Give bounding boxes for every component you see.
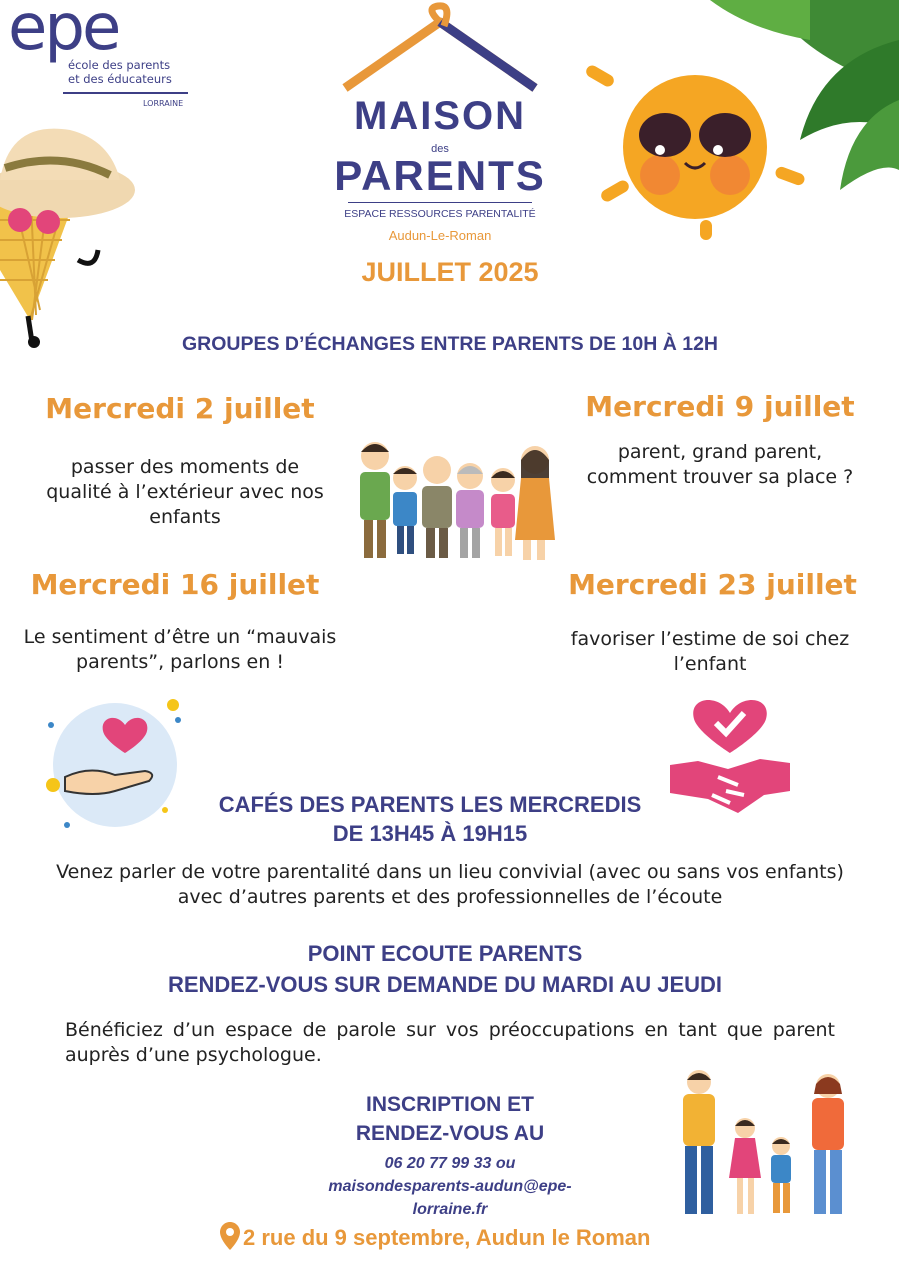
session-day: Mercredi 2 juillet bbox=[45, 392, 315, 425]
address bbox=[220, 1222, 740, 1256]
session-day: Mercredi 9 juillet bbox=[585, 390, 855, 423]
contact-email-line1[interactable]: maisondesparents-audun@epe- bbox=[328, 1178, 572, 1195]
contact-phone[interactable]: 06 20 77 99 33 ou bbox=[384, 1155, 516, 1172]
point-ecoute-title-line2: RENDEZ-VOUS SUR DEMANDE DU MARDI AU JEUDI bbox=[167, 972, 723, 997]
cafe-title-line2: DE 13H45 À 19H15 bbox=[332, 821, 528, 846]
contact-block bbox=[280, 1152, 620, 1221]
house-roof-icon bbox=[340, 0, 540, 95]
month-title: JUILLET 2025 bbox=[361, 257, 539, 287]
epe-logo-line1: école des parents bbox=[68, 58, 171, 72]
epe-logo-mark: epe bbox=[8, 0, 119, 65]
point-ecoute-text: Bénéficiez d’un espace de parole sur vos préoccupations en tant que parent auprès d’une psychologue. bbox=[65, 1019, 835, 1066]
session-day: Mercredi 23 juillet bbox=[568, 568, 857, 601]
maison-town: Audun-Le-Roman bbox=[388, 228, 492, 243]
palm-leaf-icon bbox=[650, 0, 899, 190]
maison-rule bbox=[348, 202, 532, 203]
cafe-title bbox=[180, 790, 680, 848]
contact-email-line2[interactable]: lorraine.fr bbox=[412, 1201, 488, 1218]
maison-logo bbox=[330, 0, 550, 250]
inscription-title bbox=[300, 1090, 600, 1148]
location-pin-icon bbox=[220, 1222, 240, 1256]
address-text: 2 rue du 9 septembre, Audun le Roman bbox=[243, 1224, 651, 1250]
inscription-line2: RENDEZ-VOUS AU bbox=[355, 1122, 545, 1145]
session-topic: favoriser l’estime de soi chez l’enfant bbox=[570, 628, 850, 675]
inscription-line1: INSCRIPTION ET bbox=[365, 1093, 534, 1116]
epe-logo-rule bbox=[63, 92, 188, 94]
epe-logo-line2: et des éducateurs bbox=[68, 72, 172, 86]
cafe-title-line1: CAFÉS DES PARENTS LES MERCREDIS bbox=[218, 792, 642, 817]
session-topic: passer des moments de qualité à l’extérieur avec nos enfants bbox=[46, 456, 324, 528]
point-ecoute-title bbox=[120, 938, 770, 1000]
session-topic: parent, grand parent, comment trouver sa place ? bbox=[586, 441, 854, 488]
point-ecoute-title-line1: POINT ECOUTE PARENTS bbox=[307, 941, 583, 966]
maison-des: des bbox=[431, 143, 449, 155]
maison-parents-word: PARENTS bbox=[334, 152, 546, 199]
family-walking-icon bbox=[665, 1068, 855, 1220]
session-topic: Le sentiment d’être un “mauvais parents”, parlons en ! bbox=[23, 626, 337, 673]
groups-title: GROUPES D’ÉCHANGES ENTRE PARENTS DE 10H À 12H bbox=[182, 333, 718, 355]
ice-cream-icon bbox=[0, 120, 140, 350]
family-icon bbox=[355, 440, 565, 565]
handshake-heart-icon bbox=[668, 695, 793, 820]
session-day: Mercredi 16 juillet bbox=[30, 568, 320, 601]
cafe-text: Venez parler de votre parentalité dans un lieu convivial (avec ou sans vos enfants) avec d’autres parents et des professionnelles de l’écoute bbox=[56, 861, 844, 908]
maison-word: MAISON bbox=[354, 94, 526, 138]
maison-subtitle: ESPACE RESSOURCES PARENTALITÉ bbox=[344, 208, 536, 220]
epe-logo bbox=[8, 0, 198, 115]
epe-logo-region: LORRAINE bbox=[143, 99, 184, 108]
heart-hand-icon bbox=[45, 695, 190, 835]
